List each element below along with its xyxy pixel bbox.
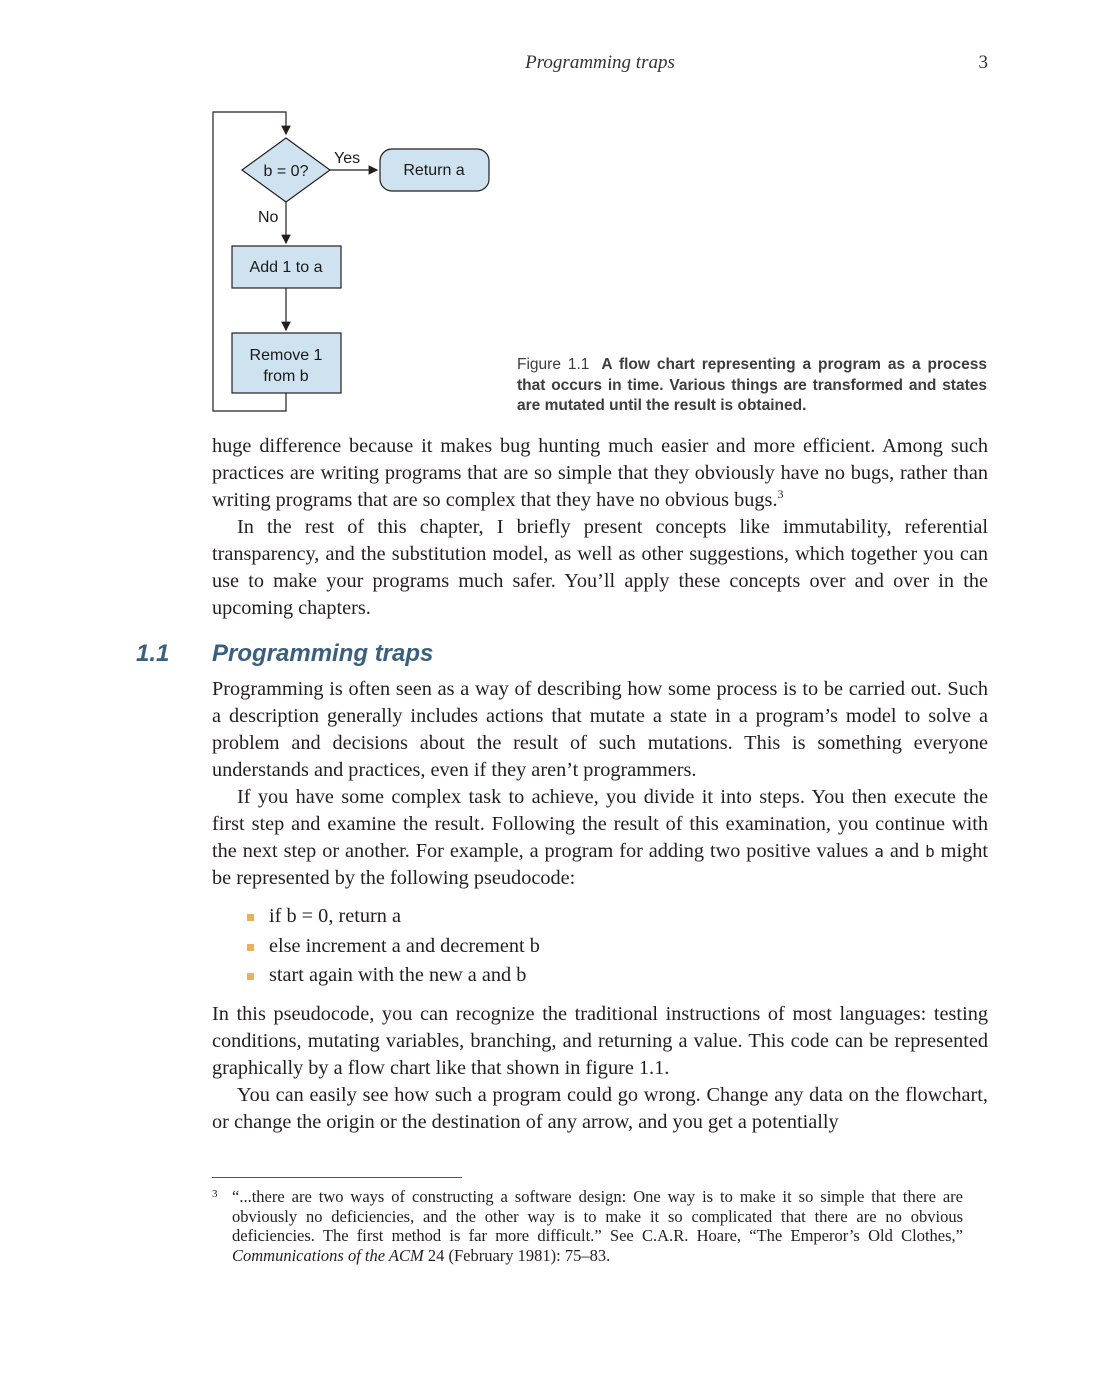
flow-chart (200, 100, 500, 420)
remove-label-line2: from b (263, 368, 309, 385)
footnote-mark: 3 (212, 1188, 218, 1200)
paragraph-text: If you have some complex task to achieve, you divide it into steps. You then execute the first step and examine the result. Following the result of this examination, you continue with the next step or another. For example, a program for adding two positive values (212, 786, 988, 862)
figure-caption-label: Figure 1.1 (517, 356, 590, 373)
running-head (212, 50, 988, 76)
figure-caption-text: A flow chart representing a program as a process that occurs in time. Various things are transformed and states are mutated until the result is obtained. (517, 356, 987, 414)
footnote (212, 1187, 988, 1265)
bullet-square-icon (247, 914, 254, 921)
footnote-reference: 3 (777, 487, 784, 502)
footnote-text-part: 24 (February 1981): 75–83. (423, 1245, 611, 1265)
paragraph (212, 433, 988, 514)
code-a: a (874, 842, 884, 861)
add-label: Add 1 to a (249, 259, 323, 276)
list-item-text: else increment a and decrement b (269, 934, 540, 957)
bullet-square-icon (247, 973, 254, 980)
paragraph: In the rest of this chapter, I briefly present concepts like immutability, referential transparency, and the substitution model, as well as other suggestions, which together you can use to make your programs much safer. You’ll apply these concepts over and over in the upcoming chapters. (212, 516, 988, 619)
paragraph: In this pseudocode, you can recognize the traditional instructions of most languages: testing conditions, mutating variables, branching, and returning a value. This code can be represented graphically by a flow chart like that shown in figure 1.1. (212, 1002, 988, 1079)
footnote-divider (212, 1177, 462, 1178)
section-heading (136, 638, 996, 672)
section-text-block (212, 676, 988, 1136)
list-item (212, 961, 988, 991)
figure-caption (517, 355, 987, 417)
section-number: 1.1 (136, 640, 170, 667)
yes-label: Yes (334, 150, 361, 167)
paragraph-text: huge difference because it makes bug hunting much easier and more efficient. Among such practices are writing programs that are so simple that they obviously have no bugs, rather than writing programs that are so complex that they have no obvious bugs. (212, 435, 988, 511)
page-number: 3 (978, 52, 988, 73)
section-title: Programming traps (212, 640, 434, 667)
decision-label: b = 0? (263, 163, 309, 180)
bullet-square-icon (247, 944, 254, 951)
list-item (212, 902, 988, 932)
no-label: No (258, 209, 279, 226)
intro-text-block (212, 433, 988, 622)
list-item-text: if b = 0, return a (269, 905, 401, 927)
pseudocode-list (212, 902, 988, 991)
remove-label-line1: Remove 1 (249, 347, 323, 364)
code-b: b (925, 842, 935, 861)
journal-title: Communications of the ACM (232, 1245, 424, 1265)
paragraph-text: might be represented by the following pseudocode: (212, 840, 988, 889)
footnote-text (232, 1187, 963, 1265)
paragraph: Programming is often seen as a way of describing how some process is to be carried out. Such a description generally includes actions that mutate a state in a program’s model to solve a problem and decisions about the result of such mutations. This is something everyone understands and practices, even if they aren’t programmers. (212, 678, 988, 781)
paragraph (212, 784, 988, 892)
running-head-title: Programming traps (525, 52, 675, 73)
paragraph: You can easily see how such a program could go wrong. Change any data on the flowchart, or change the origin or the destination of any arrow, and you get a potentially (212, 1083, 988, 1133)
return-label: Return a (403, 162, 465, 179)
list-item (212, 932, 988, 962)
paragraph-text: and (883, 840, 926, 862)
footnote-text-part: “...there are two ways of constructing a software design: One way is to make it so simple that there are obviously no deficiencies, and the other way is to make it so complicated that there are no obvious deficiencies. The first method is far more difficult.” See C.A.R. Hoare, “The Emperor’s Old Clothes,” (232, 1187, 963, 1245)
list-item-text: start again with the new a and b (269, 964, 527, 986)
